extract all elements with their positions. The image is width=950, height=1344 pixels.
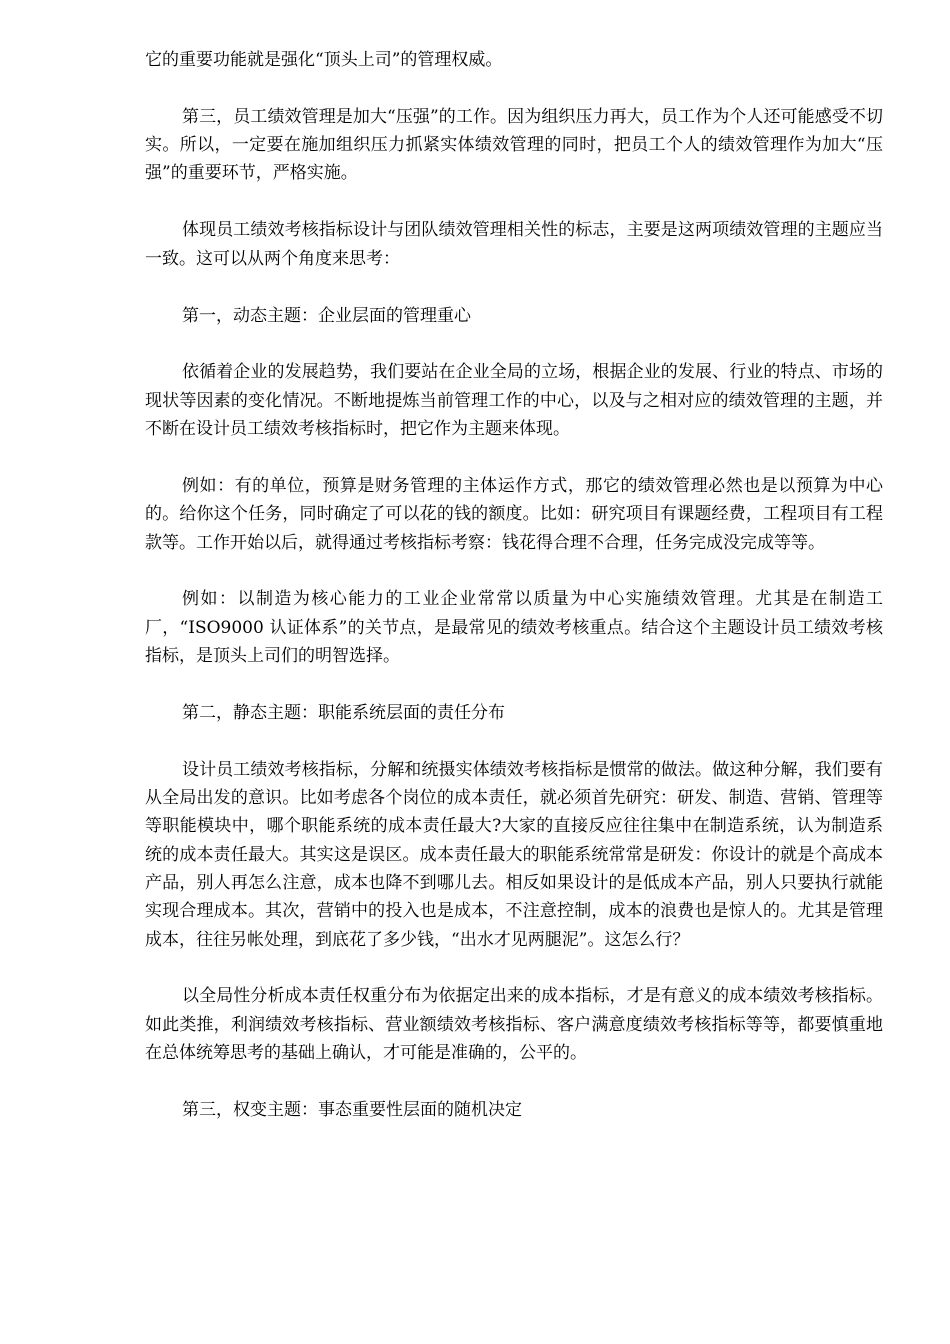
paragraph-theme-consistency: 体现员工绩效考核指标设计与团队绩效管理相关性的标志，主要是这两项绩效管理的主题应当一致。这可以从两个角度来思考： xyxy=(145,220,883,269)
paragraph-continuation: 它的重要功能就是强化“顶头上司”的管理权威。 xyxy=(145,50,503,70)
paragraph-budget-example: 例如：有的单位，预算是财务管理的主体运作方式，那它的绩效管理必然也是以预算为中心的。给你这个任务，同时确定了可以花的钱的额度。比如：研究项目有课题经费，工程项目有工程款等。工作开始以后，就得通过考核指标考察：钱花得合理不合理，任务完成没完成等等。 xyxy=(145,475,883,553)
document-page xyxy=(145,46,883,1153)
paragraph-global-analysis: 以全局性分析成本责任权重分布为依据定出来的成本指标，才是有意义的成本绩效考核指标。如此类推，利润绩效考核指标、营业额绩效考核指标、客户满意度绩效考核指标等等，都要慎重地在总体统筹思考的基础上确认，才可能是准确的，公平的。 xyxy=(145,986,883,1064)
paragraph-quality-example: 例如：以制造为核心能力的工业企业常常以质量为中心实施绩效管理。尤其是在制造工厂，“ISO9000 认证体系”的关节点，是最常见的绩效考核重点。结合这个主题设计员工绩效考核指标，是顶头上司们的明智选择。 xyxy=(145,589,883,667)
paragraph-cost-responsibility: 设计员工绩效考核指标，分解和统摄实体绩效考核指标是惯常的做法。做这种分解，我们要有从全局出发的意识。比如考虑各个岗位的成本责任，就必须首先研究：研发、制造、营销、管理等等职能模块中，哪个职能系统的成本责任最大?大家的直接反应往往集中在制造系统，认为制造系统的成本责任最大。其实这是误区。成本责任最大的职能系统常常是研发：你设计的就是个高成本产品，别人再怎么注意，成本也降不到哪儿去。相反如果设计的是低成本产品，别人只要执行就能实现合理成本。其次，营销中的投入也是成本，不注意控制，成本的浪费也是惊人的。尤其是管理成本，往往另帐处理，到底花了多少钱，“出水才见两腿泥”。这怎么行？ xyxy=(145,759,883,950)
section-heading-dynamic-theme: 第一，动态主题：企业层面的管理重心 xyxy=(182,305,471,326)
paragraph-pressure: 第三，员工绩效管理是加大“压强”的工作。因为组织压力再大，员工作为个人还可能感受不切实。所以，一定要在施加组织压力抓紧实体绩效管理的同时，把员工个人的绩效管理作为加大“压强”的重要环节，严格实施。 xyxy=(145,106,883,184)
section-heading-static-theme: 第二，静态主题：职能系统层面的责任分布 xyxy=(182,702,505,723)
paragraph-enterprise-trend: 依循着企业的发展趋势，我们要站在企业全局的立场，根据企业的发展、行业的特点、市场的现状等因素的变化情况。不断地提炼当前管理工作的中心，以及与之相对应的绩效管理的主题，并不断在设计员工绩效考核指标时，把它作为主题来体现。 xyxy=(145,362,883,440)
section-heading-contingent-theme: 第三，权变主题：事态重要性层面的随机决定 xyxy=(182,1099,522,1120)
